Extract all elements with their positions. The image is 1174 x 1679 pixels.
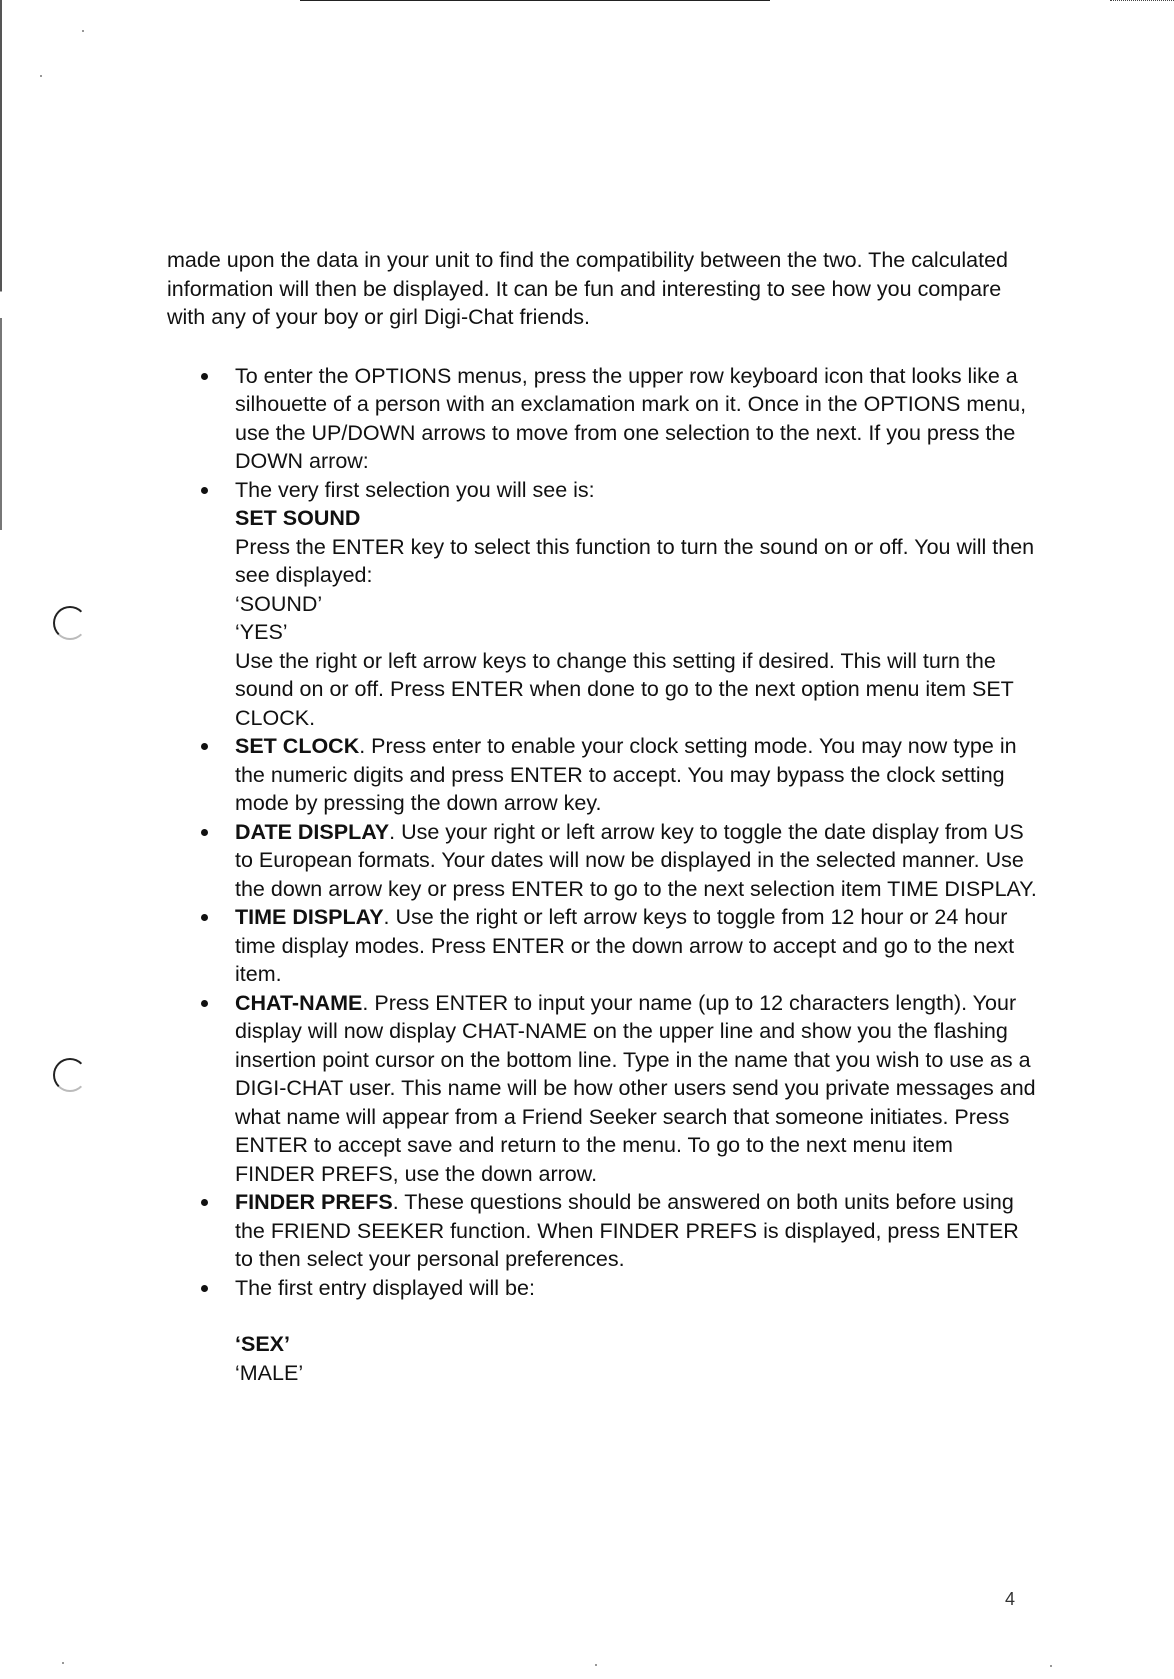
list-item-finder-prefs [167,1188,1037,1274]
bullet-icon [201,1285,208,1292]
list-item-chat-name [167,989,1037,1189]
item-title: CHAT-NAME [235,990,363,1015]
item-text: To enter the OPTIONS menus, press the upper row keyboard icon that looks like a silhouette of a person with an exclamation mark on it. Once in the OPTIONS menu, use the UP/DOWN arrows to move from one selection to the next. If you press the DOWN arrow: [235,363,1027,473]
display-line: ‘SOUND’ [235,591,323,616]
item-title: SET CLOCK [235,734,360,758]
item-text: . Press ENTER to input your name (up to 12 characters length). Your display will now display CHAT-NAME on the upper line and show you the flashing insertion point cursor on the bottom line. Type in the name that you wish to use as a DIGI-CHAT user. This name will be how other users send you private messages and what name will appear from a Friend Seeker search that someone initiates. Press ENTER to accept save and return to the menu. To go to the next menu item FINDER PREFS, use the down arrow. [235,990,1036,1186]
list-item-set-clock [167,732,1037,818]
item-text: . Press enter to enable your clock setting mode. You may now type in the numeric digits and press ENTER to accept. You may bypass the clock setting mode by pressing the down arrow key. [235,734,1017,815]
options-list [167,362,1037,1388]
list-item-set-sound [167,476,1037,733]
bullet-icon [201,1199,208,1206]
punch-hole-icon [53,606,87,640]
set-sound-heading: SET SOUND [235,506,361,530]
scan-speck [40,75,42,77]
bullet-icon [201,487,208,494]
scan-edge-dots [1110,0,1174,1]
list-item-time-display [167,903,1037,989]
document-body [167,246,1037,1387]
item-text: . These questions should be answered on both units before using the FRIEND SEEKER function. When FINDER PREFS is displayed, press ENTER to then select your personal preferences. [235,1190,1019,1271]
scan-speck [595,1664,597,1666]
item-title: FINDER PREFS [235,1190,393,1214]
scan-left-edge [0,0,2,530]
display-line: ‘SEX’ [235,1332,290,1356]
bullet-icon [201,1000,208,1007]
bullet-icon [201,914,208,921]
list-item-options [167,362,1037,476]
scan-edge-line [300,0,770,1]
list-item-first-entry [167,1274,1037,1388]
list-item-date-display [167,818,1037,904]
display-line: ‘MALE’ [235,1360,304,1385]
intro-paragraph: made upon the data in your unit to find the compatibility between the two. The calculated information will then be displayed. It can be fun and interesting to see how you compare with any of your boy or girl Digi-Chat friends. [167,248,1009,329]
item-text: The first entry displayed will be: [235,1275,535,1300]
item-text: . Use your right or left arrow key to toggle the date display from US to European formats. Your dates will now be displayed in the selected manner. Use the down arrow key or press ENTER to go to the next selection item TIME DISPLAY. [235,819,1037,901]
bullet-icon [201,373,208,380]
display-line: ‘YES’ [235,620,288,644]
scan-speck [82,30,84,32]
scan-speck [62,1662,64,1664]
punch-hole-icon [53,1058,87,1092]
item-text: The very first selection you will see is: [235,477,595,502]
scan-speck [1050,1665,1052,1667]
set-sound-after-text: Use the right or left arrow keys to change this setting if desired. This will turn the sound on or off. Press ENTER when done to go to the next option menu item SET CLOCK. [235,648,1014,730]
set-sound-description: Press the ENTER key to select this function to turn the sound on or off. You will then see displayed: [235,534,1035,587]
bullet-icon [201,743,208,750]
item-title: DATE DISPLAY [235,819,390,844]
blank-line [235,1302,1037,1330]
page-number: 4 [1005,1589,1016,1609]
item-title: TIME DISPLAY [235,905,384,929]
bullet-icon [201,829,208,836]
item-text: . Use the right or left arrow keys to toggle from 12 hour or 24 hour time display modes. Press ENTER or the down arrow to accept and go to the next item. [235,905,1015,986]
